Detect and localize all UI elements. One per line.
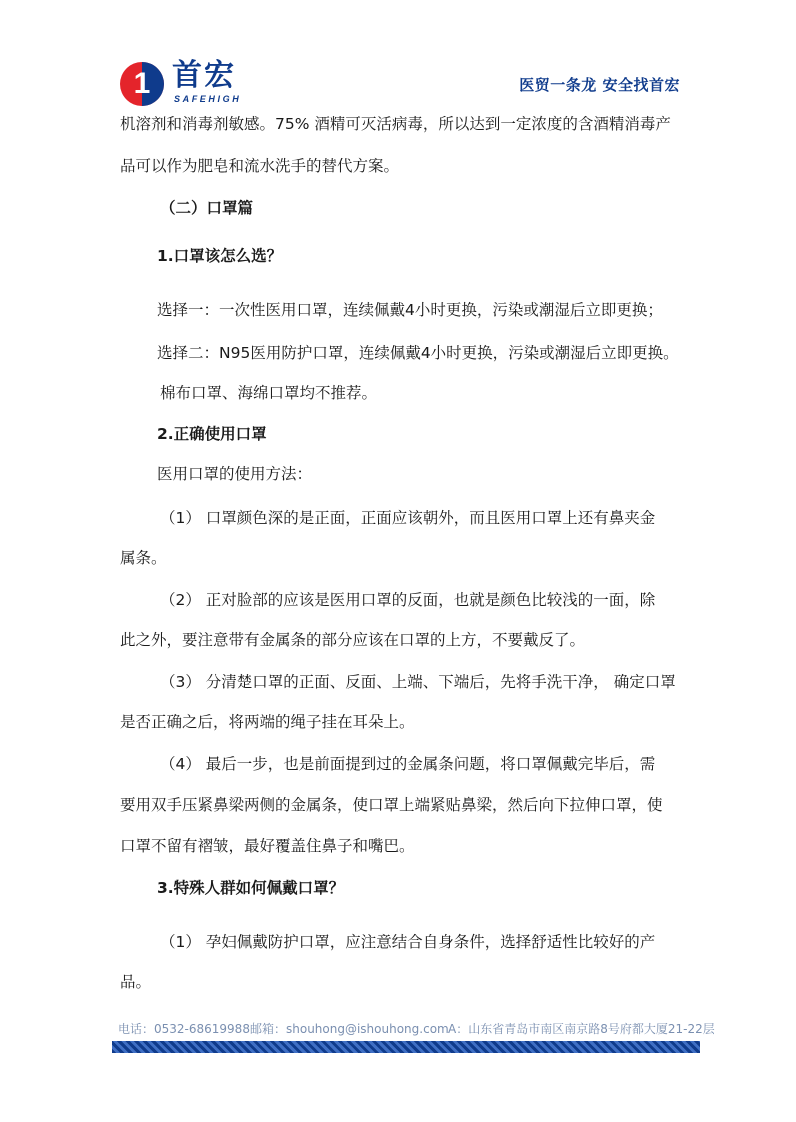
footer-address: A：山东省青岛市南区南京路8号府都大厦21-22层 bbox=[448, 1022, 715, 1036]
subsection-heading: 2.正确使用口罩 bbox=[157, 425, 267, 443]
logo-icon bbox=[120, 62, 164, 106]
logo-english-name: SAFEHIGH bbox=[174, 94, 242, 104]
header-slogan: 医贸一条龙 安全找首宏 bbox=[519, 76, 680, 94]
logo-chinese-name: 首宏 bbox=[172, 58, 236, 93]
subsection-heading: 3.特殊人群如何佩戴口罩？ bbox=[157, 879, 345, 897]
company-logo bbox=[118, 58, 258, 108]
body-line: 选择二：N95医用防护口罩，连续佩戴4小时更换，污染或潮湿后立即更换。 bbox=[157, 344, 679, 362]
section-heading: （二）口罩篇 bbox=[160, 199, 254, 217]
body-line: 属条。 bbox=[120, 549, 167, 567]
body-line: 品。 bbox=[120, 973, 152, 991]
body-line: （2） 正对脸部的应该是医用口罩的反面，也就是颜色比较浅的一面，除 bbox=[160, 591, 656, 609]
body-line: （3） 分清楚口罩的正面、反面、上端、下端后，先将手洗干净， 确定口罩 bbox=[160, 673, 676, 691]
body-line: 是否正确之后，将两端的绳子挂在耳朵上。 bbox=[120, 713, 415, 731]
body-line: （1） 口罩颜色深的是正面，正面应该朝外，而且医用口罩上还有鼻夹金 bbox=[160, 509, 656, 527]
footer-stripe-bar bbox=[112, 1041, 700, 1053]
body-line: 品可以作为肥皂和流水洗手的替代方案。 bbox=[120, 157, 400, 175]
logo-mark: 1 bbox=[133, 67, 151, 100]
body-line: 选择一：一次性医用口罩，连续佩戴4小时更换，污染或潮湿后立即更换； bbox=[157, 301, 663, 319]
body-line: 棉布口罩、海绵口罩均不推荐。 bbox=[160, 384, 378, 402]
footer-email: 邮箱：shouhong@ishouhong.com bbox=[250, 1022, 449, 1036]
subsection-heading: 1.口罩该怎么选？ bbox=[157, 247, 283, 265]
body-line: 此之外，要注意带有金属条的部分应该在口罩的上方，不要戴反了。 bbox=[120, 631, 586, 649]
body-line: （4） 最后一步，也是前面提到过的金属条问题，将口罩佩戴完毕后，需 bbox=[160, 755, 656, 773]
page-header bbox=[118, 58, 680, 110]
body-line: 要用双手压紧鼻梁两侧的金属条，使口罩上端紧贴鼻梁，然后向下拉伸口罩，使 bbox=[120, 796, 663, 814]
body-line: （1） 孕妇佩戴防护口罩，应注意结合自身条件，选择舒适性比较好的产 bbox=[160, 933, 656, 951]
body-line: 机溶剂和消毒剂敏感。75% 酒精可灭活病毒，所以达到一定浓度的含酒精消毒产 bbox=[120, 115, 671, 133]
footer-phone: 电话：0532-68619988 bbox=[118, 1022, 250, 1036]
body-line: 口罩不留有褶皱，最好覆盖住鼻子和嘴巴。 bbox=[120, 837, 415, 855]
body-line: 医用口罩的使用方法： bbox=[157, 465, 313, 483]
